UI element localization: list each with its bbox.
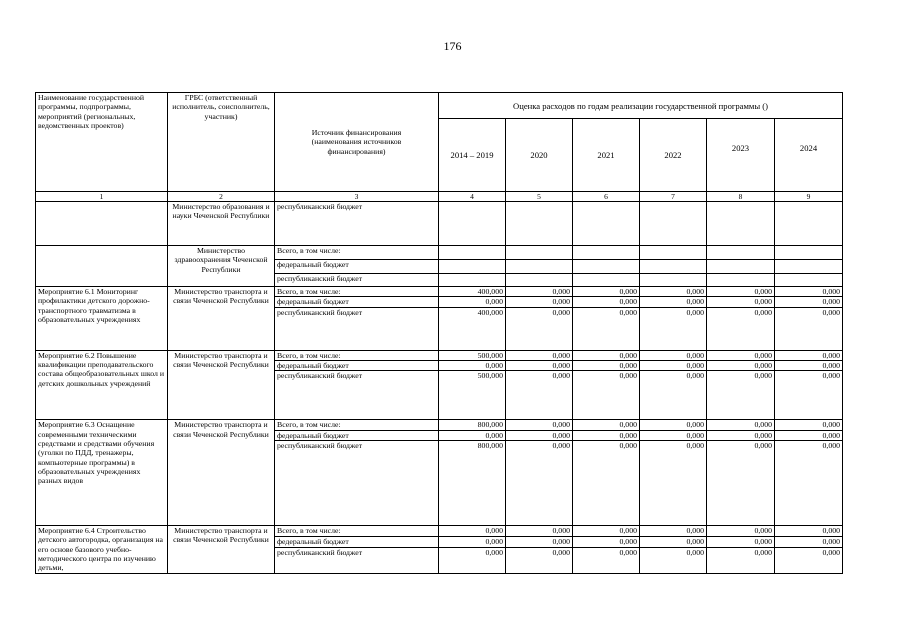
value-cell: 800,000 <box>439 420 506 430</box>
value-cell: 0,000 <box>640 441 707 526</box>
value-cell <box>573 260 640 274</box>
page-number: 176 <box>443 39 462 53</box>
funding-source-cell: федеральный бюджет <box>275 260 439 274</box>
value-cell: 0,000 <box>573 430 640 440</box>
column-number: 8 <box>707 192 775 202</box>
value-cell: 0,000 <box>640 526 707 537</box>
value-cell: 0,000 <box>640 430 707 440</box>
value-cell: 0,000 <box>640 350 707 360</box>
funding-source-cell: республиканский бюджет <box>275 441 439 526</box>
header-year: 2024 <box>775 119 843 192</box>
value-cell: 0,000 <box>775 350 843 360</box>
value-cell: 0,000 <box>506 287 573 297</box>
table-row <box>36 202 843 246</box>
header-program-name: Наименование государственной программы, подпрограммы, мероприятий (региональных, ведомственных проектов) <box>36 93 168 192</box>
value-cell: 0,000 <box>707 548 775 574</box>
value-cell <box>506 202 573 246</box>
value-cell <box>707 202 775 246</box>
value-cell <box>640 260 707 274</box>
value-cell: 0,000 <box>439 297 506 307</box>
value-cell: 0,000 <box>775 526 843 537</box>
funding-source-cell: федеральный бюджет <box>275 430 439 440</box>
measure-name-cell: Мероприятие 6.4 Строительство детского автогородка, организация на его основе базового учебно-методического центра по изучению детьми, <box>36 526 168 574</box>
value-cell: 500,000 <box>439 371 506 420</box>
value-cell: 0,000 <box>707 526 775 537</box>
value-cell: 0,000 <box>506 350 573 360</box>
value-cell: 0,000 <box>573 350 640 360</box>
value-cell: 0,000 <box>775 297 843 307</box>
value-cell <box>775 202 843 246</box>
table-row <box>36 350 843 360</box>
measure-name-cell: Мероприятие 6.2 Повышение квалификации преподавательского состава общеобразовательных школ и детских дошкольных учреждений <box>36 350 168 420</box>
value-cell: 0,000 <box>506 297 573 307</box>
value-cell: 0,000 <box>439 537 506 548</box>
value-cell: 0,000 <box>707 430 775 440</box>
grbs-cell: Министерство образования и науки Чеченской Республики <box>168 202 275 246</box>
value-cell: 0,000 <box>573 537 640 548</box>
grbs-cell: Министерство транспорта и связи Чеченской Республики <box>168 287 275 351</box>
table-row <box>36 420 843 430</box>
funding-source-cell: федеральный бюджет <box>275 361 439 371</box>
value-cell: 0,000 <box>573 361 640 371</box>
grbs-cell: Министерство транспорта и связи Чеченской Республики <box>168 526 275 574</box>
value-cell: 0,000 <box>439 526 506 537</box>
value-cell: 0,000 <box>640 297 707 307</box>
value-cell <box>506 246 573 260</box>
header-year: 2023 <box>707 119 775 192</box>
value-cell <box>439 202 506 246</box>
value-cell: 0,000 <box>573 441 640 526</box>
value-cell: 0,000 <box>775 441 843 526</box>
funding-source-cell: республиканский бюджет <box>275 371 439 420</box>
funding-source-cell: Всего, в том числе: <box>275 246 439 260</box>
value-cell <box>506 274 573 287</box>
grbs-cell: Министерство здравоохранения Чеченской Республики <box>168 246 275 287</box>
table-row <box>36 287 843 297</box>
value-cell: 0,000 <box>573 297 640 307</box>
header-funding-source: Источник финансирования (наименования источников финансирования) <box>275 93 439 192</box>
value-cell: 0,000 <box>707 441 775 526</box>
table-row <box>36 246 843 260</box>
value-cell: 0,000 <box>640 371 707 420</box>
value-cell <box>775 274 843 287</box>
value-cell: 0,000 <box>640 420 707 430</box>
header-year: 2022 <box>640 119 707 192</box>
column-number: 5 <box>506 192 573 202</box>
funding-source-cell: федеральный бюджет <box>275 537 439 548</box>
value-cell: 400,000 <box>439 287 506 297</box>
header-year: 2020 <box>506 119 573 192</box>
value-cell: 0,000 <box>506 371 573 420</box>
value-cell: 0,000 <box>707 537 775 548</box>
value-cell: 0,000 <box>707 287 775 297</box>
value-cell: 0,000 <box>707 297 775 307</box>
value-cell <box>439 260 506 274</box>
value-cell: 0,000 <box>707 371 775 420</box>
column-number-row <box>36 192 843 202</box>
measure-name-cell: Мероприятие 6.1 Мониторинг профилактики детского дорожно-транспортного травматизма в образовательных учреждениях <box>36 287 168 351</box>
value-cell: 0,000 <box>775 361 843 371</box>
grbs-cell: Министерство транспорта и связи Чеченской Республики <box>168 350 275 420</box>
budget-table <box>35 92 843 574</box>
value-cell <box>775 246 843 260</box>
value-cell: 0,000 <box>573 420 640 430</box>
value-cell: 0,000 <box>775 537 843 548</box>
value-cell: 0,000 <box>640 548 707 574</box>
header-year: 2021 <box>573 119 640 192</box>
value-cell <box>707 260 775 274</box>
column-number: 3 <box>275 192 439 202</box>
value-cell: 0,000 <box>707 420 775 430</box>
value-cell: 0,000 <box>775 420 843 430</box>
header-grbs: ГРБС (ответственный исполнитель, соисполнитель, участник) <box>168 93 275 192</box>
value-cell: 0,000 <box>506 526 573 537</box>
value-cell: 400,000 <box>439 307 506 350</box>
value-cell: 800,000 <box>439 441 506 526</box>
column-number: 4 <box>439 192 506 202</box>
funding-source-cell: федеральный бюджет <box>275 297 439 307</box>
funding-source-cell: Всего, в том числе: <box>275 420 439 430</box>
value-cell: 0,000 <box>439 548 506 574</box>
value-cell: 0,000 <box>439 430 506 440</box>
value-cell: 0,000 <box>573 287 640 297</box>
value-cell <box>775 260 843 274</box>
value-cell: 0,000 <box>506 537 573 548</box>
program-name-cell <box>36 202 168 246</box>
column-number: 6 <box>573 192 640 202</box>
value-cell: 0,000 <box>775 371 843 420</box>
value-cell: 0,000 <box>506 307 573 350</box>
value-cell <box>439 246 506 260</box>
value-cell: 0,000 <box>775 307 843 350</box>
value-cell <box>707 246 775 260</box>
value-cell <box>506 260 573 274</box>
header-year: 2014 – 2019 <box>439 119 506 192</box>
value-cell <box>640 274 707 287</box>
value-cell: 0,000 <box>506 441 573 526</box>
column-number: 9 <box>775 192 843 202</box>
value-cell: 0,000 <box>573 548 640 574</box>
funding-source-cell: Всего, в том числе: <box>275 287 439 297</box>
value-cell <box>640 246 707 260</box>
measures-section <box>36 287 843 574</box>
value-cell: 0,000 <box>640 307 707 350</box>
value-cell: 0,000 <box>775 430 843 440</box>
column-number: 7 <box>640 192 707 202</box>
value-cell: 0,000 <box>640 287 707 297</box>
funding-source-cell: республиканский бюджет <box>275 202 439 246</box>
funding-source-cell: республиканский бюджет <box>275 548 439 574</box>
value-cell <box>707 274 775 287</box>
value-cell <box>573 202 640 246</box>
value-cell <box>573 246 640 260</box>
funding-source-cell: Всего, в том числе: <box>275 526 439 537</box>
value-cell: 0,000 <box>506 430 573 440</box>
value-cell: 0,000 <box>640 361 707 371</box>
value-cell: 0,000 <box>506 420 573 430</box>
value-cell: 0,000 <box>707 307 775 350</box>
funding-source-cell: республиканский бюджет <box>275 307 439 350</box>
value-cell: 0,000 <box>707 361 775 371</box>
funding-source-cell: республиканский бюджет <box>275 274 439 287</box>
table-row <box>36 526 843 537</box>
grbs-cell: Министерство транспорта и связи Чеченской Республики <box>168 420 275 526</box>
measure-name-cell: Мероприятие 6.3 Оснащение современными техническими средствами и средствами обучения (уголки по ПДД, тренажеры, компьютерные программы) в образовательных учреждениях разных видов <box>36 420 168 526</box>
column-number: 2 <box>168 192 275 202</box>
value-cell: 0,000 <box>707 350 775 360</box>
value-cell: 0,000 <box>775 548 843 574</box>
value-cell: 0,000 <box>640 537 707 548</box>
value-cell <box>573 274 640 287</box>
value-cell: 0,000 <box>439 361 506 371</box>
value-cell: 0,000 <box>573 307 640 350</box>
value-cell: 0,000 <box>506 548 573 574</box>
value-cell: 0,000 <box>573 526 640 537</box>
value-cell <box>439 274 506 287</box>
value-cell <box>640 202 707 246</box>
value-cell: 0,000 <box>573 371 640 420</box>
value-cell: 0,000 <box>506 361 573 371</box>
funding-source-cell: Всего, в том числе: <box>275 350 439 360</box>
value-cell: 0,000 <box>775 287 843 297</box>
header-expense-estimate: Оценка расходов по годам реализации государственной программы () <box>439 93 843 119</box>
column-number: 1 <box>36 192 168 202</box>
value-cell: 500,000 <box>439 350 506 360</box>
program-name-cell <box>36 246 168 287</box>
